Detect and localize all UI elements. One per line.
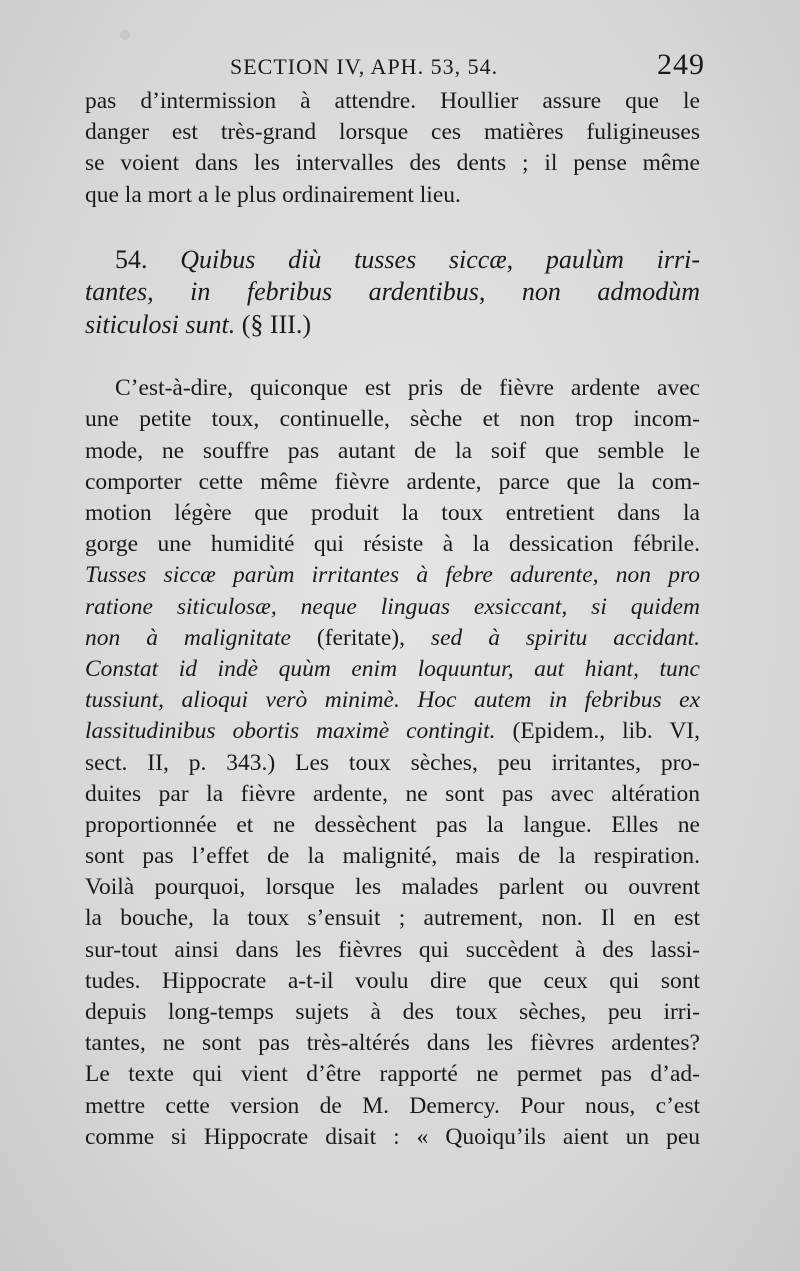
page-number: 249 [657,48,705,81]
latin-fragment: lassitudinibus obortis maximè contingit. [85,718,496,745]
aphorism-54 [85,244,700,342]
aphorism-text: siticulosi sunt. [85,309,236,339]
text-line: depuis long-temps sujets à des toux sèches, peu irri- [85,999,700,1025]
text-line: proportionnée et ne dessèchent pas la langue. Elles ne [85,811,700,838]
text-line: mettre cette version de M. Demercy. Pour nous, c’est [85,1092,700,1119]
text-line: C’est-à-dire, quiconque est pris de fièvre ardente avec [115,375,700,402]
running-head: SECTION IV, APH. 53, 54. [230,54,499,79]
ink-spot [120,30,130,40]
paragraph-continuation [85,86,700,211]
text-line: motion légère que produit la toux entretient dans la [85,500,700,526]
text-line: sur-tout ainsi dans les fièvres qui succèdent à des lassi- [85,936,700,963]
aphorism-line: tantes, in febribus ardentibus, non admodùm [85,277,700,307]
text-line: pas d’intermission à attendre. Houllier assure que le [85,88,700,114]
citation: (Epidem., lib. VI, [512,718,701,745]
latin-line [85,716,700,747]
latin-fragment: non à malignitate [85,624,291,651]
text-line: que la mort a le plus ordinairement lieu. [85,181,461,208]
roman-fragment: (feritate), [316,624,405,651]
text-line: Voilà pourquoi, lorsque les malades parlent ou ouvrent [85,874,700,901]
latin-line: ratione siticulosæ, neque linguas exsiccant, si quidem [85,593,700,620]
text-line: mode, ne souffre pas autant de la soif que semble le [85,437,700,464]
page-header [90,48,705,88]
text-line: une petite toux, continuelle, sèche et non trop incom- [85,406,700,433]
latin-line [85,623,700,654]
aphorism-line [85,309,700,342]
text-line: duites par la fièvre ardente, ne sont pas avec altération [85,780,700,807]
aphorism-number: 54. [115,244,148,274]
latin-line: Constat id indè quùm enim loquuntur, aut hiant, tunc [85,655,700,682]
aphorism-text: Quibus diù tusses siccæ, paulùm irri- [180,244,701,274]
blank-space [85,341,700,373]
text-line: la bouche, la toux s’ensuit ; autrement, non. Il en est [85,905,700,932]
text-line: tudes. Hippocrate a-t-il voulu dire que ceux qui sont [85,967,700,994]
latin-fragment: sed à spiritu accidant. [430,624,701,651]
commentary [85,373,700,1153]
text-line: danger est très-grand lorsque ces matières fuligineuses [85,119,700,146]
page-body [85,86,700,1153]
aphorism-line [85,244,700,277]
text-line: sect. II, p. 343.) Les toux sèches, peu irritantes, pro- [85,749,700,776]
text-line: se voient dans les intervalles des dents ; il pense même [85,150,700,177]
text-line: Le texte qui vient d’être rapporté ne permet pas d’ad- [85,1061,700,1088]
text-line: tantes, ne sont pas très-altérés dans les fièvres ardentes? [85,1030,700,1057]
section-reference: (§ III.) [241,309,312,339]
text-line: sont pas l’effet de la malignité, mais de la respiration. [85,843,700,870]
latin-line: Tusses siccæ parùm irritantes à febre adurente, non pro [85,562,700,589]
latin-line: tussiunt, alioqui verò minimè. Hoc autem in febribus ex [85,687,700,714]
text-line: comporter cette même fièvre ardente, parce que la com- [85,468,700,495]
text-line: gorge une humidité qui résiste à la dessication fébrile. [85,531,700,558]
text-line: comme si Hippocrate disait : « Quoiqu’ils aient un peu [85,1123,700,1150]
